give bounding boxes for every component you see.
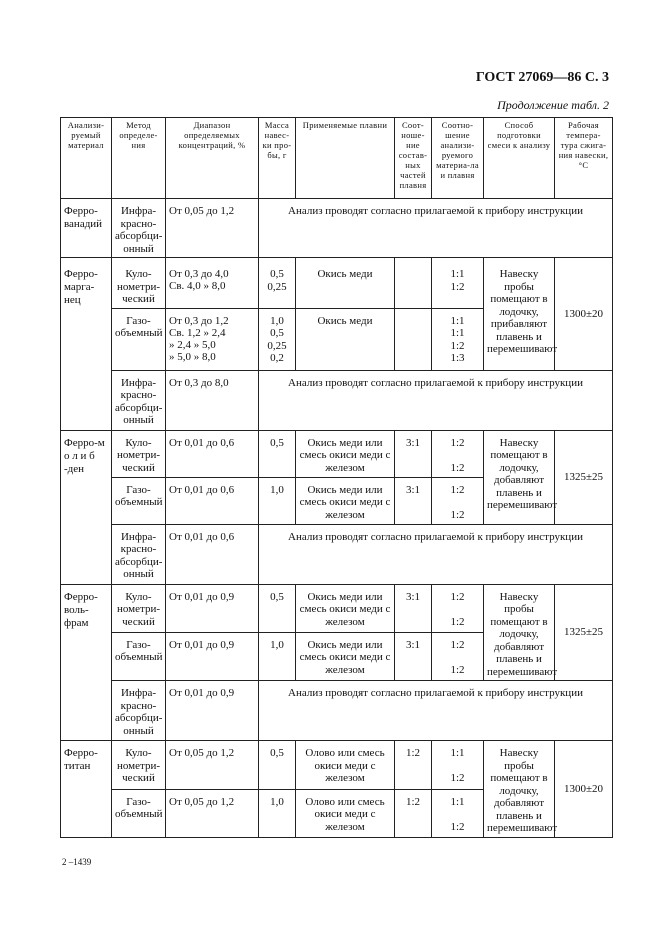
ratio-cell: 1:2 1:2 [432,632,484,680]
col-header: Рабочая темпера-тура сжига-ния навески, °С [555,118,613,199]
table-row [61,524,613,584]
ratio-cell: 1:1 1:2 [432,741,484,790]
temp-cell: 1300±20 [555,741,613,838]
mass-cell: 0,5 0,25 [259,258,296,309]
method-cell: Куло-нометри-ческий [112,430,166,477]
material-cell: Ферро-ванадий [61,199,112,258]
method-cell: Инфра-красно-абсорбци-онный [112,681,166,741]
table-row [61,741,613,790]
range-cell: От 0,3 до 1,2 Св. 1,2 » 2,4 » 2,4 » 5,0 » 5,0 » 8,0 [166,308,259,370]
range-cell: От 0,3 до 4,0 Св. 4,0 » 8,0 [166,258,259,309]
temp-cell: 1300±20 [555,258,613,371]
ratio-cell: 1:1 1:2 [432,258,484,309]
material-cell: Ферро-воль-фрам [61,584,112,741]
method-cell: Инфра-красно-абсорбци-онный [112,370,166,430]
range-cell: От 0,05 до 1,2 [166,199,259,258]
table-row [61,199,613,258]
mass-cell: 0,5 [259,741,296,790]
col-header: Способ подготовки смеси к анализу [484,118,555,199]
table-row [61,584,613,632]
range-cell: От 0,01 до 0,6 [166,430,259,477]
ratio-cell: 1:2 1:2 [432,477,484,524]
flux-cell: Окись меди [296,308,395,370]
method-cell: Газо-объемный [112,477,166,524]
prep-cell: Навеску пробы помещают в лодочку, добавляют плавень и перемешивают [484,584,555,681]
flux-cell: Олово или смесь окиси меди с железом [296,741,395,790]
mass-cell: 0,5 [259,584,296,632]
table-row [61,370,613,430]
table-header-row [61,118,613,199]
composition-cell: 1:2 [395,741,432,790]
mass-cell: 0,5 [259,430,296,477]
col-header: Метод определе-ния [112,118,166,199]
method-cell: Куло-нометри-ческий [112,258,166,309]
ratio-cell: 1:2 1:2 [432,430,484,477]
composition-cell: 3:1 [395,632,432,680]
method-cell: Газо-объемный [112,789,166,837]
temp-cell: 1325±25 [555,430,613,524]
instruction-note: Анализ проводят согласно прилагаемой к прибору инструкции [259,370,613,430]
range-cell: От 0,3 до 8,0 [166,370,259,430]
method-cell: Инфра-красно-абсорбци-онный [112,199,166,258]
composition-cell: 3:1 [395,430,432,477]
material-cell: Ферро-м о л и б -ден [61,430,112,584]
col-header: Диапазон определяемых концентраций, % [166,118,259,199]
method-cell: Газо-объемный [112,308,166,370]
flux-cell: Олово или смесь окиси меди с железом [296,789,395,837]
mass-cell: 1,0 [259,477,296,524]
flux-table [60,117,613,838]
mass-cell: 1,0 [259,789,296,837]
method-cell: Куло-нометри-ческий [112,741,166,790]
composition-cell: 1:2 [395,789,432,837]
flux-cell: Окись меди или смесь окиси меди с железом [296,477,395,524]
col-header: Анализи-руемый материал [61,118,112,199]
mass-cell: 1,0 0,5 0,25 0,2 [259,308,296,370]
table-row [61,430,613,477]
ratio-cell: 1:2 1:2 [432,584,484,632]
composition-cell [395,258,432,309]
col-header: Применяемые плавни [296,118,395,199]
range-cell: От 0,01 до 0,6 [166,477,259,524]
prep-cell: Навеску пробы помещают в лодочку, добавляют плавень и перемешивают [484,741,555,838]
table-row [61,681,613,741]
page-title: ГОСТ 27069—86 С. 3 [475,70,609,85]
material-cell: Ферро-марга-нец [61,258,112,431]
composition-cell: 3:1 [395,477,432,524]
mass-cell: 1,0 [259,632,296,680]
table-continuation-label: Продолжение табл. 2 [497,98,609,112]
prep-cell: Навеску пробы помещают в лодочку, прибавляют плавень и перемешивают [484,258,555,371]
col-header: Соотно-шение анализи-руемого материа-ла и плавня [432,118,484,199]
ratio-cell: 1:1 1:1 1:2 1:3 [432,308,484,370]
range-cell: От 0,05 до 1,2 [166,741,259,790]
instruction-note: Анализ проводят согласно прилагаемой к прибору инструкции [259,199,613,258]
range-cell: От 0,01 до 0,9 [166,584,259,632]
range-cell: От 0,05 до 1,2 [166,789,259,837]
flux-cell: Окись меди или смесь окиси меди с железом [296,632,395,680]
instruction-note: Анализ проводят согласно прилагаемой к прибору инструкции [259,681,613,741]
flux-cell: Окись меди или смесь окиси меди с железом [296,584,395,632]
temp-cell: 1325±25 [555,584,613,681]
flux-cell: Окись меди или смесь окиси меди с железом [296,430,395,477]
page-footer: 2 –1439 [62,857,92,867]
material-cell: Ферро-титан [61,741,112,838]
instruction-note: Анализ проводят согласно прилагаемой к прибору инструкции [259,524,613,584]
col-header: Масса навес-ки про-бы, г [259,118,296,199]
method-cell: Инфра-красно-абсорбци-онный [112,524,166,584]
table-row [61,258,613,309]
ratio-cell: 1:1 1:2 [432,789,484,837]
composition-cell [395,308,432,370]
range-cell: От 0,01 до 0,9 [166,632,259,680]
method-cell: Газо-объемный [112,632,166,680]
flux-cell: Окись меди [296,258,395,309]
range-cell: От 0,01 до 0,9 [166,681,259,741]
method-cell: Куло-нометри-ческий [112,584,166,632]
col-header: Соот-ноше-ние состав-ных частей плавня [395,118,432,199]
composition-cell: 3:1 [395,584,432,632]
range-cell: От 0,01 до 0,6 [166,524,259,584]
prep-cell: Навеску помещают в лодочку, добавляют плавень и перемешивают [484,430,555,524]
